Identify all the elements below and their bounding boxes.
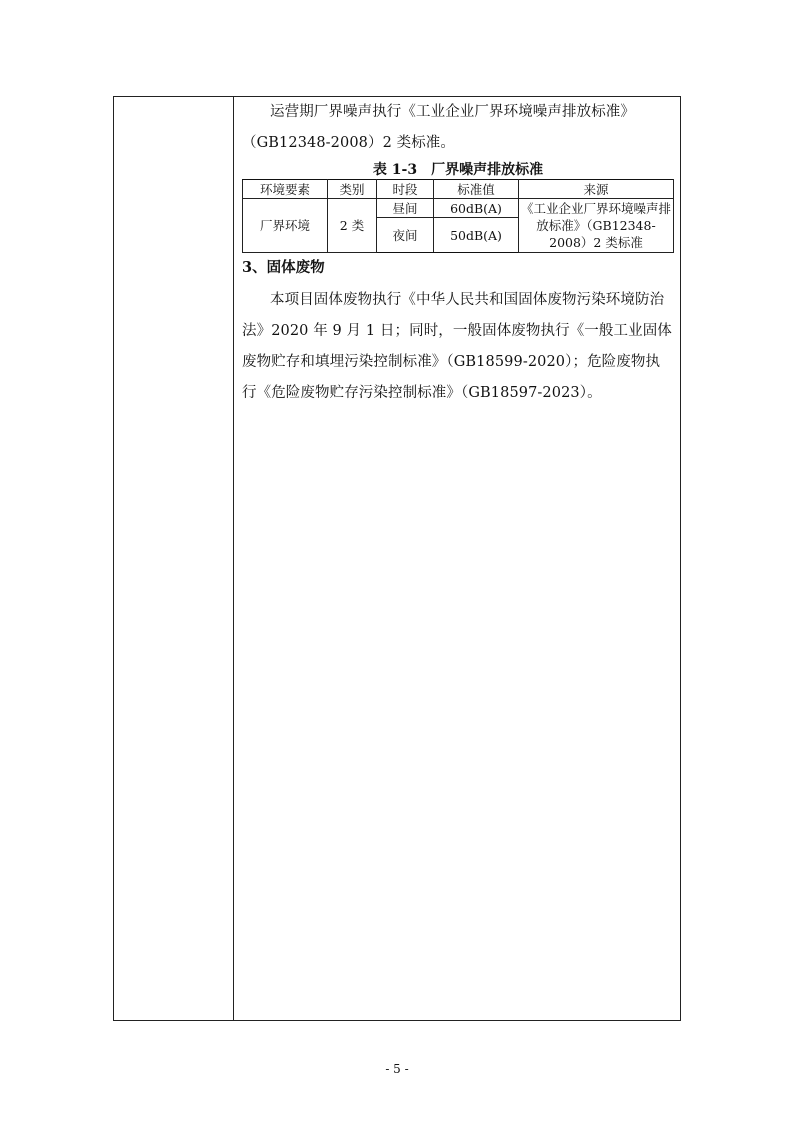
- cell-category: 2 类: [328, 199, 377, 253]
- cell-env: 厂界环境: [243, 199, 328, 253]
- intro-line-1: 运营期厂界噪声执行《工业企业厂界环境噪声排放标准》: [270, 104, 635, 120]
- header-period: 时段: [377, 180, 434, 199]
- noise-standard-table: [242, 179, 674, 253]
- header-category: 类别: [328, 180, 377, 199]
- intro-line-2: （GB12348-2008）2 类标准。: [242, 135, 455, 151]
- header-value: 标准值: [434, 180, 519, 199]
- section-3-text: 本项目固体废物执行《中华人民共和国固体废物污染环境防治法》2020 年 9 月 1 日；同时，一般固体废物执行《一般工业固体废物贮存和填埋污染控制标准》（GB18599-2020）；危险废物执行《危险废物贮存污染控制标准》（GB18597-2023）。: [242, 292, 672, 401]
- cell-period-day: 昼间: [377, 199, 434, 218]
- page-number: - 5 -: [385, 1062, 409, 1076]
- table-caption: 表 1-3 厂界噪声排放标准: [372, 162, 544, 178]
- table-row: [243, 199, 674, 218]
- header-source: 来源: [519, 180, 674, 199]
- cell-value-night: 50dB(A): [434, 218, 519, 253]
- cell-period-night: 夜间: [377, 218, 434, 253]
- table-header-row: [243, 180, 674, 199]
- left-column: [114, 97, 234, 1020]
- section-3-title: 3、固体废物: [242, 259, 325, 276]
- cell-value-day: 60dB(A): [434, 199, 519, 218]
- header-env: 环境要素: [243, 180, 328, 199]
- content-column: [242, 97, 674, 409]
- document-frame: [113, 96, 681, 1021]
- cell-source: 《工业企业厂界环境噪声排放标准》（GB12348-2008）2 类标准: [519, 199, 674, 253]
